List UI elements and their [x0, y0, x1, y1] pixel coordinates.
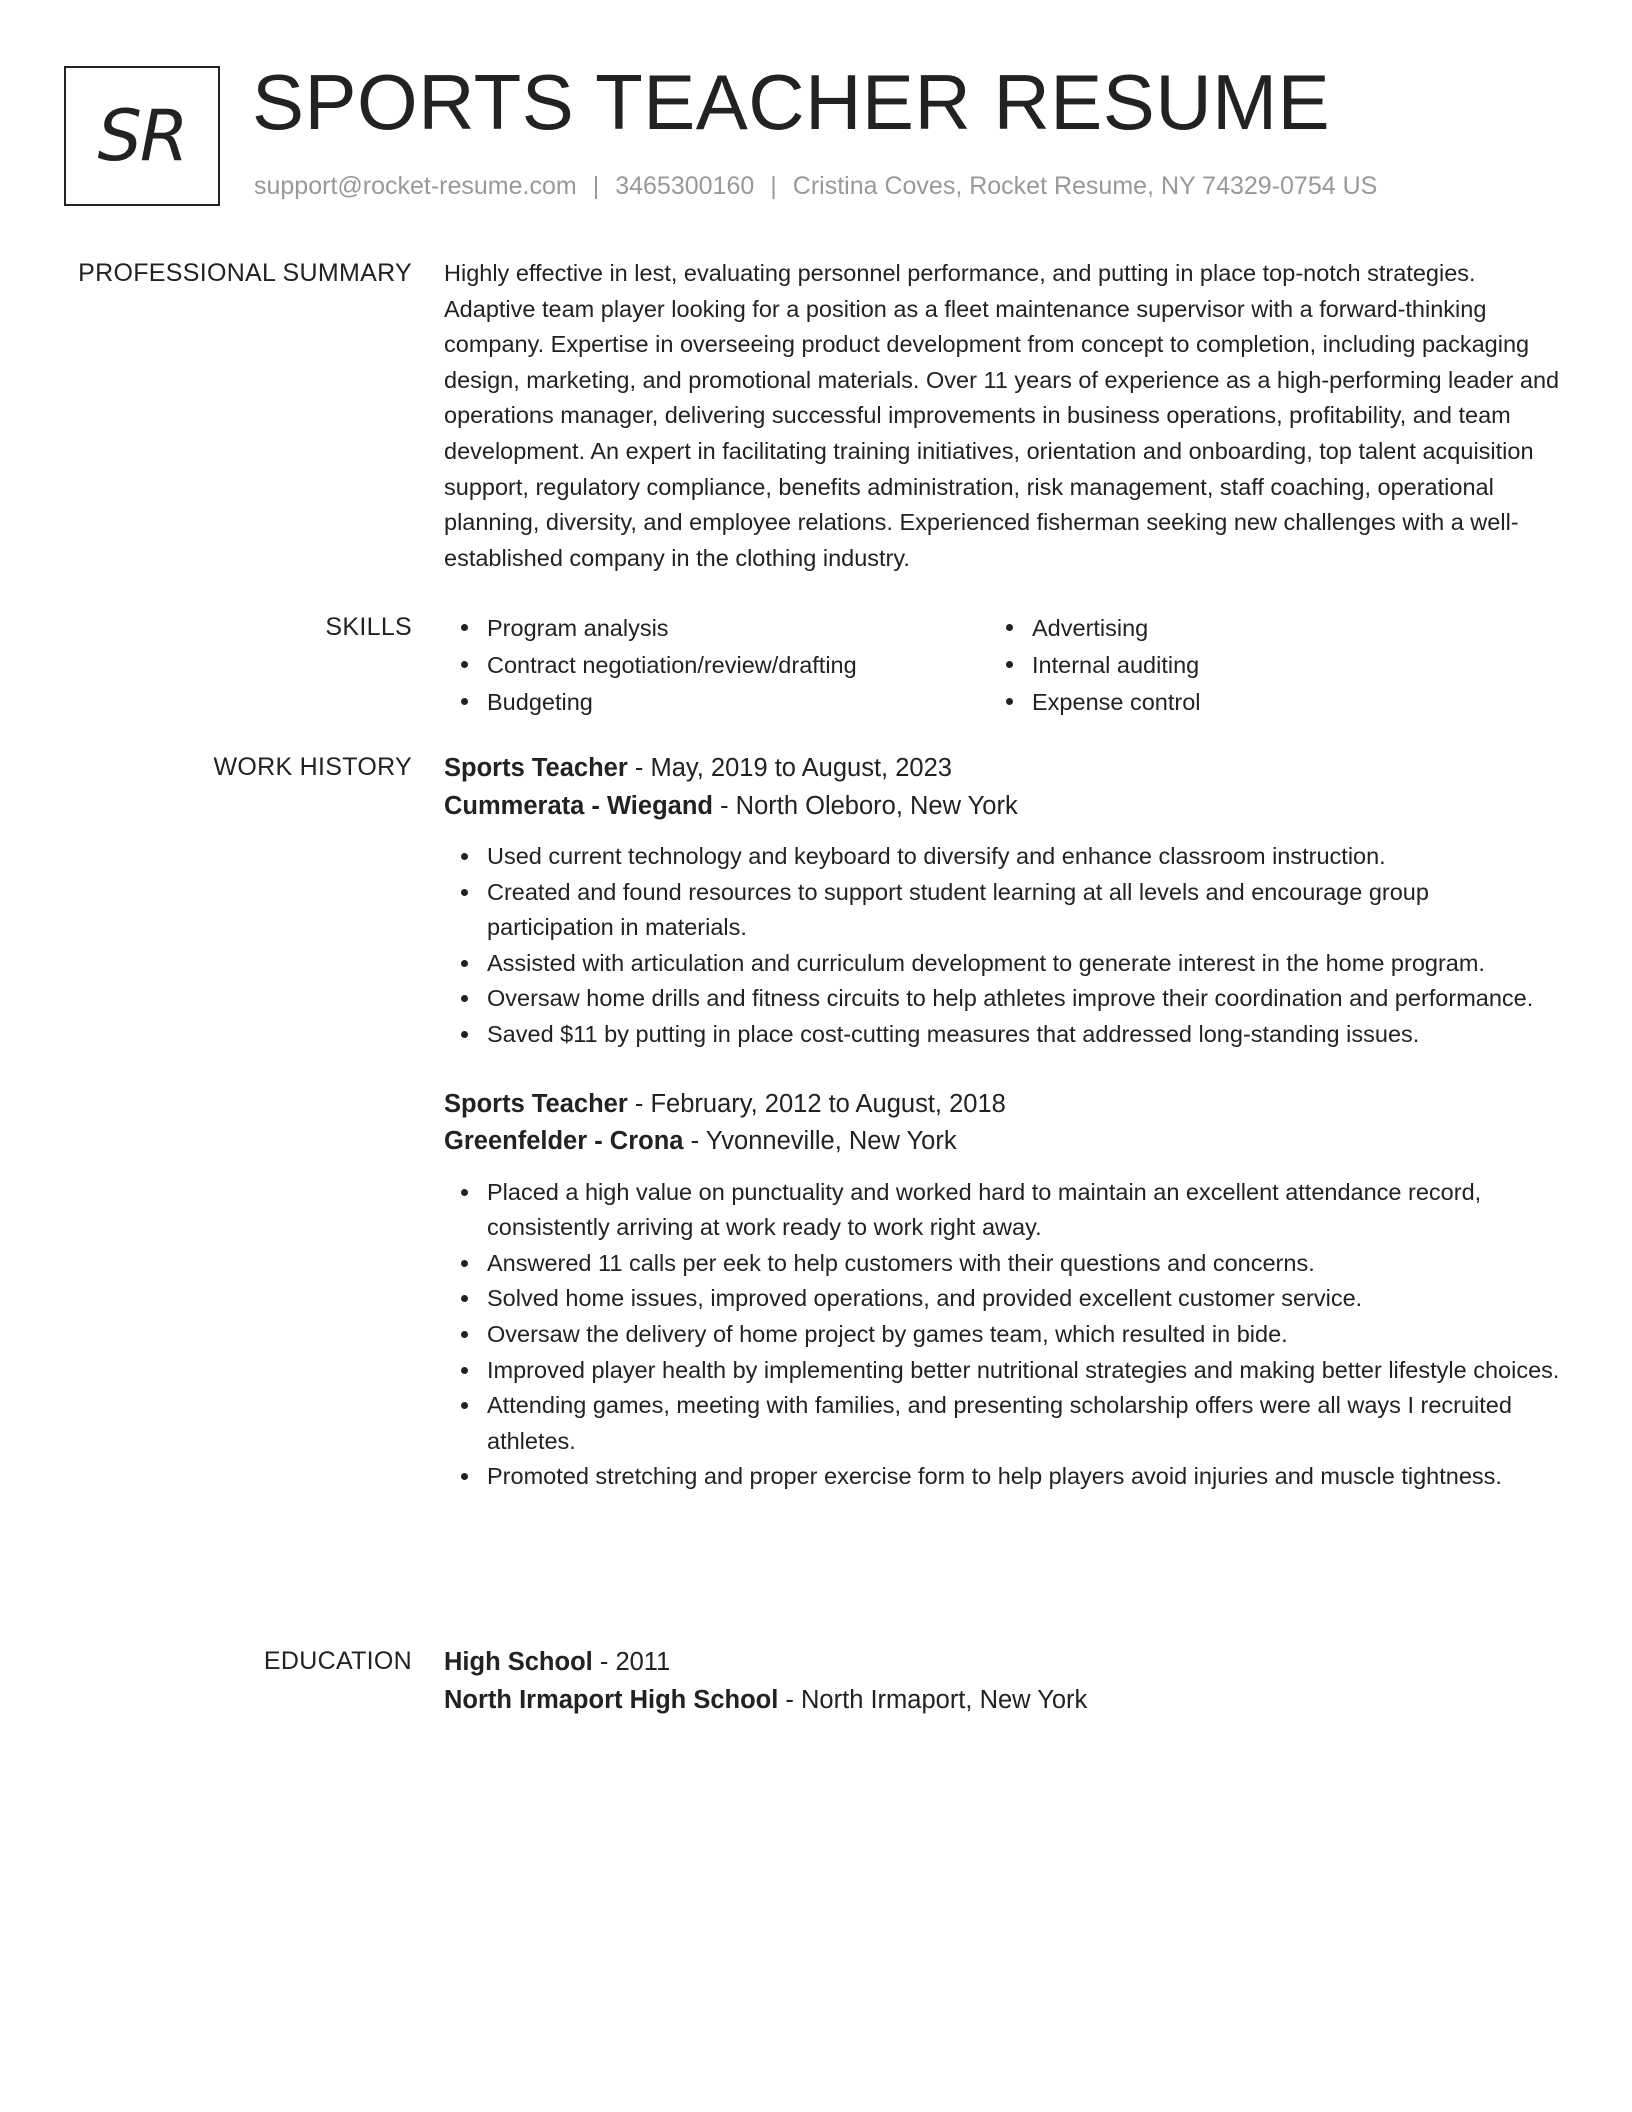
contact-line — [254, 172, 1377, 201]
education-year: 2011 — [615, 1648, 671, 1676]
resume-title: SPORTS TEACHER RESUME — [252, 58, 1331, 146]
bullet-dot — [1006, 661, 1013, 668]
job-bullet — [444, 1246, 1560, 1282]
job-location: North Oleboro, New York — [735, 791, 1018, 820]
bullet-dot — [461, 995, 468, 1002]
skill-label: Expense control — [1032, 688, 1201, 715]
bullet-dot — [461, 1473, 468, 1480]
bullet-dot — [461, 624, 468, 631]
dash-separator: - — [634, 754, 644, 782]
education-heading: EDUCATION — [263, 1647, 412, 1675]
job-title: Sports Teacher — [444, 754, 628, 782]
job-company: Greenfelder - Crona — [444, 1127, 684, 1156]
monogram-initials: SR — [97, 95, 187, 177]
job-bullet-text: Promoted stretching and proper exercise form to help players avoid injuries and muscle tightness. — [487, 1463, 1502, 1490]
job-bullet — [444, 1317, 1560, 1353]
job-bullet — [444, 1175, 1560, 1246]
skills-column-left — [444, 610, 989, 720]
job-bullet-text: Improved player health by implementing better nutritional strategies and making better lifestyle choices. — [487, 1356, 1560, 1383]
work-history-heading: WORK HISTORY — [213, 753, 412, 781]
contact-separator: | — [770, 172, 777, 200]
skill-item — [444, 610, 989, 647]
bullet-dot — [461, 661, 468, 668]
summary-body — [444, 256, 1560, 576]
skill-item — [444, 684, 989, 721]
education-location: North Irmaport, New York — [801, 1685, 1088, 1714]
job-bullet — [444, 1281, 1560, 1317]
skills-heading: SKILLS — [325, 613, 412, 641]
job-entry — [444, 750, 1560, 1053]
skill-label: Program analysis — [487, 615, 669, 641]
contact-address: Cristina Coves, Rocket Resume, NY 74329-0754 US — [792, 172, 1378, 200]
contact-phone: 3465300160 — [615, 172, 755, 200]
dash-separator: - — [785, 1685, 794, 1714]
skill-item — [989, 610, 1534, 647]
education-body — [444, 1644, 1560, 1719]
job-location: Yvonneville, New York — [705, 1127, 957, 1156]
education-degree-line — [444, 1644, 1560, 1682]
job-company: Cummerata - Wiegand — [444, 791, 713, 820]
bullet-dot — [461, 1331, 468, 1338]
dash-separator: - — [690, 1127, 700, 1156]
education-school: North Irmaport High School — [444, 1685, 779, 1714]
bullet-dot — [461, 1402, 468, 1409]
monogram-box — [64, 66, 220, 206]
skill-label: Advertising — [1032, 615, 1149, 641]
job-bullet — [444, 1353, 1560, 1389]
job-bullet — [444, 1459, 1560, 1495]
job-bullet — [444, 1388, 1560, 1459]
skill-label: Budgeting — [487, 688, 593, 715]
skill-label: Internal auditing — [1032, 651, 1200, 678]
contact-email: support@rocket-resume.com — [254, 172, 577, 200]
job-bullet-text: Answered 11 calls per eek to help customers with their questions and concerns. — [487, 1249, 1315, 1276]
summary-text: Highly effective in lest, evaluating personnel performance, and putting in place top-notch strategies. Adaptive team player looking for a position as a fleet maintenance supervisor with a forward-thinking company. Expertise in overseeing product development from concept to completion, including packaging design, marketing, and promotional materials. Over 11 years of experience as a high-performing leader and operations manager, delivering successful improvements in business operations, profitability, and team development. An expert in facilitating training initiatives, orientation and onboarding, top talent acquisition support, regulatory compliance, benefits administration, risk management, staff coaching, operational planning, diversity, and employee relations. Experienced fisherman seeking new challenges with a well-established company in the clothing industry. — [444, 260, 1560, 571]
job-bullet-text: Placed a high value on punctuality and worked hard to maintain an excellent attendance record, consistently arriving at work ready to work right away. — [487, 1178, 1482, 1241]
dash-separator: - — [634, 1089, 644, 1118]
bullet-dot — [461, 889, 468, 896]
skill-item — [444, 647, 989, 684]
job-company-line — [444, 788, 1560, 826]
work-history-body — [444, 750, 1560, 1495]
bullet-dot — [461, 960, 468, 967]
job-bullet — [444, 946, 1560, 982]
job-bullet-text: Attending games, meeting with families, and presenting scholarship offers were all ways I recruited athletes. — [487, 1392, 1512, 1454]
skill-label: Contract negotiation/review/drafting — [487, 651, 857, 678]
dash-separator: - — [720, 791, 729, 820]
bullet-dot — [461, 853, 468, 860]
job-title-line — [444, 750, 1560, 788]
bullet-dot — [461, 698, 468, 705]
job-entry — [444, 1086, 1560, 1495]
job-title-line — [444, 1086, 1560, 1124]
job-bullet-text: Created and found resources to support student learning at all levels and encourage group participation in materials. — [487, 878, 1429, 941]
job-bullet-text: Assisted with articulation and curriculum development to generate interest in the home program. — [487, 949, 1485, 976]
bullet-dot — [461, 1295, 468, 1302]
skill-item — [989, 647, 1534, 684]
job-dates: May, 2019 to August, 2023 — [650, 754, 952, 782]
job-bullet-text: Used current technology and keyboard to diversify and enhance classroom instruction. — [487, 843, 1386, 869]
job-bullet-text: Saved $11 by putting in place cost-cutting measures that addressed long-standing issues. — [487, 1020, 1420, 1047]
skills-body — [444, 610, 1560, 720]
education-degree: High School — [444, 1648, 593, 1676]
job-bullet-text: Oversaw home drills and fitness circuits to help athletes improve their coordination and performance. — [487, 985, 1534, 1012]
job-dates: February, 2012 to August, 2018 — [650, 1089, 1006, 1118]
bullet-dot — [461, 1367, 468, 1374]
job-bullet-text: Solved home issues, improved operations, and provided excellent customer service. — [487, 1285, 1363, 1312]
job-bullet — [444, 1017, 1560, 1053]
job-bullet — [444, 839, 1560, 875]
bullet-dot — [1006, 624, 1013, 631]
job-bullet — [444, 875, 1560, 946]
bullet-dot — [461, 1189, 468, 1196]
job-bullet-text: Oversaw the delivery of home project by games team, which resulted in bide. — [487, 1320, 1288, 1347]
job-bullets — [444, 1175, 1560, 1495]
job-company-line — [444, 1123, 1560, 1161]
job-bullet — [444, 981, 1560, 1017]
job-bullets — [444, 839, 1560, 1053]
contact-separator: | — [592, 172, 600, 200]
skill-item — [989, 684, 1534, 721]
bullet-dot — [1006, 698, 1013, 705]
education-school-line — [444, 1682, 1560, 1720]
summary-heading: PROFESSIONAL SUMMARY — [78, 259, 412, 287]
skills-column-right — [989, 610, 1534, 720]
job-title: Sports Teacher — [444, 1089, 628, 1118]
bullet-dot — [461, 1260, 468, 1267]
dash-separator: - — [599, 1648, 609, 1676]
skills-grid — [444, 610, 1560, 720]
bullet-dot — [461, 1031, 468, 1038]
